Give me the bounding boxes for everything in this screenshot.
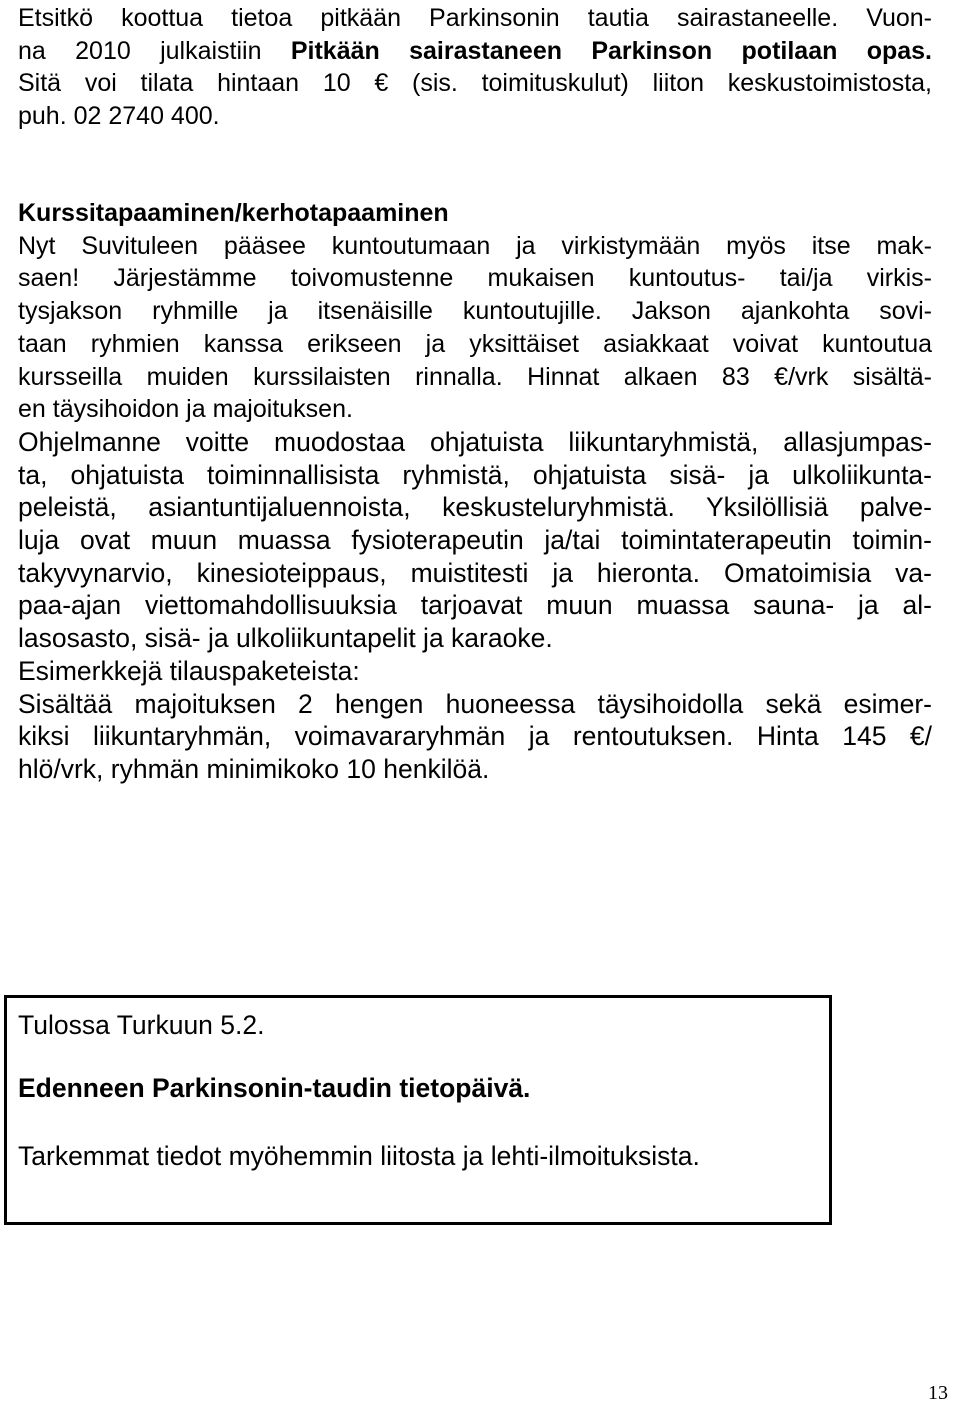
body-line: en täysihoidon ja majoituksen. bbox=[18, 395, 353, 424]
intro-text: Etsitkö koottua tietoa pitkään Parkinsonin tautia sairastaneelle. Vuon- bbox=[18, 4, 932, 32]
program-line: ta, ohjatuista toiminnallisista ryhmistä, ohjatuista sisä- ja ulkoliikunta- bbox=[18, 459, 932, 490]
intro-line bbox=[18, 35, 932, 68]
intro-text: puh. 02 2740 400. bbox=[18, 102, 220, 131]
program-line: takyvynarvio, kinesioteippaus, muistitesti ja hieronta. Omatoimisia va- bbox=[18, 557, 932, 588]
package-line: kiksi liikuntaryhmän, voimavararyhmän ja rentoutuksen. Hinta 145 €/ bbox=[18, 721, 932, 752]
body-line: taan ryhmien kanssa erikseen ja yksittäiset asiakkaat voivat kuntoutua bbox=[18, 329, 932, 358]
intro-line bbox=[18, 2, 932, 35]
body-line: tysjakson ryhmille ja itsenäisille kuntoutujille. Jakson ajankohta sovi- bbox=[18, 297, 932, 326]
body-line: saen! Järjestämme toivomustenne mukaisen kuntoutus- tai/ja virkis- bbox=[18, 264, 932, 293]
program-line: lasosasto, sisä- ja ulkoliikuntapelit ja karaoke. bbox=[18, 623, 553, 654]
section-heading: Kurssitapaaminen/kerhotapaaminen bbox=[18, 199, 449, 227]
course-section bbox=[18, 197, 932, 786]
intro-text: Sitä voi tilata hintaan 10 € (sis. toimituskulut) liiton keskustoimistosta, bbox=[18, 69, 932, 98]
program-line: luja ovat muun muassa fysioterapeutin ja/tai toimintaterapeutin toimin- bbox=[18, 525, 932, 556]
notice-title: Edenneen Parkinsonin-taudin tietopäivä. bbox=[18, 1073, 531, 1103]
guide-title: Pitkään sairastaneen Parkinson potilaan opas. bbox=[290, 36, 932, 65]
notice-date: Tulossa Turkuun 5.2. bbox=[18, 1010, 265, 1040]
intro-text: na 2010 julkaistiin bbox=[18, 36, 291, 65]
package-heading: Esimerkkejä tilauspaketeista: bbox=[18, 655, 360, 686]
program-line: peleistä, asiantuntijaluennoista, keskusteluryhmistä. Yksilöllisiä palve- bbox=[18, 492, 932, 523]
notice-info: Tarkemmat tiedot myöhemmin liitosta ja lehti-ilmoituksista. bbox=[18, 1141, 700, 1171]
package-line: hlö/vrk, ryhmän minimikoko 10 henkilöä. bbox=[18, 753, 490, 784]
intro-paragraph bbox=[18, 2, 932, 133]
body-line: Nyt Suvituleen pääsee kuntoutumaan ja virkistymään myös itse mak- bbox=[18, 231, 932, 260]
intro-line bbox=[18, 67, 932, 100]
program-line: paa-ajan viettomahdollisuuksia tarjoavat muun muassa sauna- ja al- bbox=[18, 590, 932, 621]
event-notice-box bbox=[4, 995, 832, 1225]
package-line: Sisältää majoituksen 2 hengen huoneessa täysihoidolla sekä esimer- bbox=[18, 688, 932, 719]
intro-line bbox=[18, 100, 932, 133]
body-line: kursseilla muiden kurssilaisten rinnalla. Hinnat alkaen 83 €/vrk sisältä- bbox=[18, 362, 932, 391]
page-number: 13 bbox=[928, 1382, 948, 1404]
program-line: Ohjelmanne voitte muodostaa ohjatuista liikuntaryhmistä, allasjumpas- bbox=[18, 426, 932, 457]
program-paragraph bbox=[18, 426, 932, 786]
